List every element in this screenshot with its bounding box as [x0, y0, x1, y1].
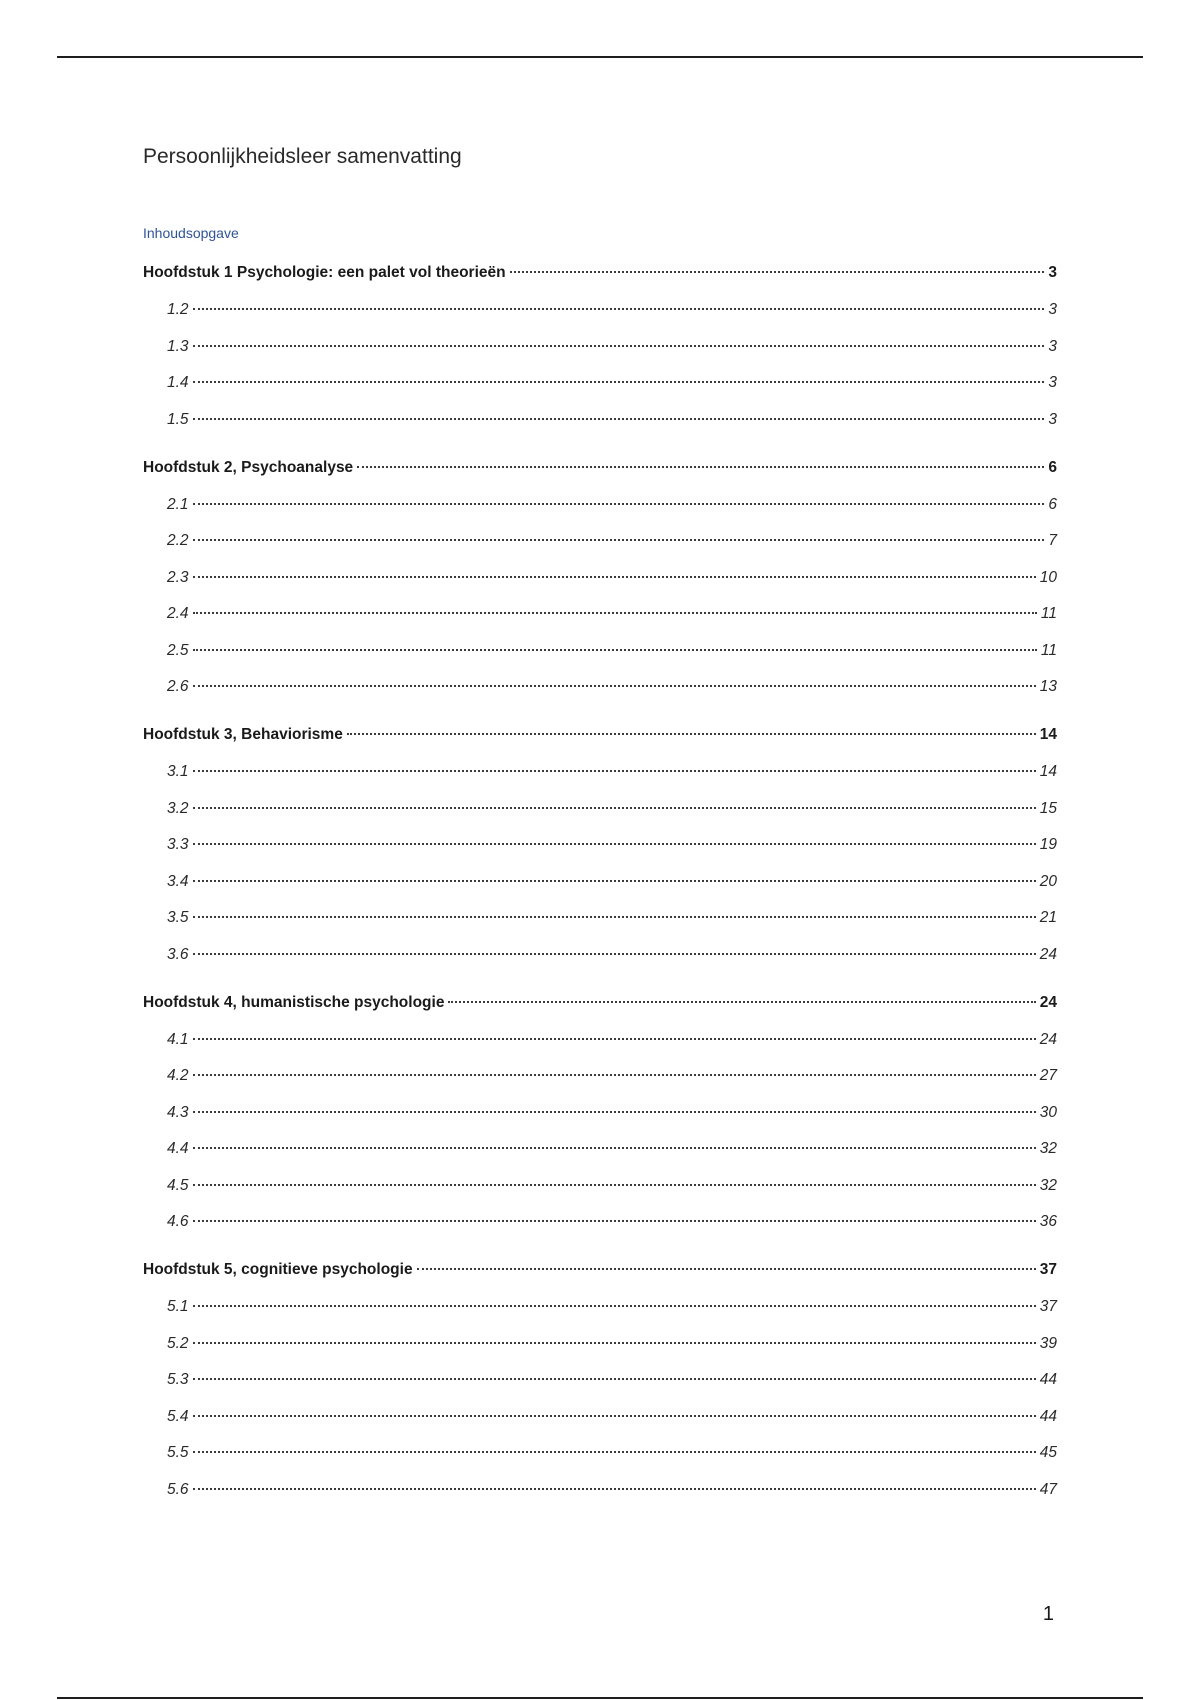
toc-section-page: 47: [1039, 1480, 1057, 1498]
toc-dot-leader: [193, 539, 1045, 541]
toc-section-entry[interactable]: [143, 409, 1057, 431]
toc-dot-leader: [193, 576, 1036, 578]
toc-dot-leader: [193, 1111, 1036, 1113]
toc-dot-leader: [193, 381, 1045, 383]
toc-section-page: 45: [1039, 1444, 1057, 1461]
toc-dot-leader: [193, 807, 1036, 809]
toc-chapter-entry[interactable]: [143, 457, 1057, 479]
toc-section-entry[interactable]: [143, 530, 1057, 552]
toc-dot-leader: [347, 733, 1036, 735]
table-of-contents: [143, 262, 1057, 1515]
toc-section-label: 4.1: [167, 1030, 189, 1048]
toc-section-page: 14: [1039, 763, 1057, 780]
toc-section-label: 5.6: [167, 1480, 189, 1498]
toc-section-label: 3.5: [167, 909, 189, 926]
toc-section-entry[interactable]: [143, 1211, 1057, 1233]
toc-section-page: 24: [1039, 1030, 1057, 1048]
toc-section-entry[interactable]: [143, 1102, 1057, 1124]
toc-section-page: 44: [1039, 1371, 1057, 1388]
toc-chapter-page: 37: [1039, 1261, 1057, 1278]
toc-dot-leader: [193, 1378, 1036, 1380]
toc-section-page: 32: [1039, 1176, 1057, 1194]
toc-chapter-entry[interactable]: [143, 262, 1057, 284]
toc-section-page: 15: [1039, 799, 1057, 817]
toc-section-label: 2.5: [167, 641, 189, 659]
toc-chapter-label: Hoofdstuk 4, humanistische psychologie: [143, 993, 445, 1011]
toc-dot-leader: [193, 843, 1036, 845]
toc-section-entry[interactable]: [143, 1175, 1057, 1197]
toc-section-label: 2.2: [167, 532, 189, 549]
toc-section-page: 21: [1039, 909, 1057, 926]
toc-section-label: 4.4: [167, 1140, 189, 1157]
toc-chapter-entry[interactable]: [143, 992, 1057, 1014]
page-number: 1: [1042, 1603, 1054, 1625]
toc-section-page: 39: [1039, 1334, 1057, 1352]
toc-dot-leader: [510, 271, 1045, 273]
toc-chapter-entry[interactable]: [143, 1259, 1057, 1281]
toc-section-label: 3.4: [167, 872, 189, 890]
toc-section-page: 19: [1039, 836, 1057, 853]
toc-section-page: 7: [1048, 532, 1057, 549]
toc-dot-leader: [193, 1451, 1036, 1453]
toc-dot-leader: [417, 1268, 1036, 1270]
toc-section-page: 44: [1039, 1407, 1057, 1425]
toc-section-entry[interactable]: [143, 1138, 1057, 1160]
toc-section-label: 5.3: [167, 1371, 189, 1388]
toc-dot-leader: [193, 953, 1036, 955]
toc-section-label: 2.1: [167, 495, 189, 513]
toc-dot-leader: [193, 503, 1045, 505]
toc-section-entry[interactable]: [143, 336, 1057, 358]
toc-dot-leader: [193, 418, 1045, 420]
toc-section-page: 3: [1048, 374, 1057, 391]
page-bottom-rule: [57, 1697, 1143, 1699]
toc-chapter-label: Hoofdstuk 1 Psychologie: een palet vol theorieën: [143, 264, 506, 281]
toc-section-label: 4.3: [167, 1103, 189, 1121]
toc-section-label: 1.4: [167, 374, 189, 391]
toc-section-label: 2.4: [167, 605, 189, 622]
toc-section-entry[interactable]: [143, 1296, 1057, 1318]
toc-section-label: 4.6: [167, 1213, 189, 1230]
toc-dot-leader: [193, 345, 1045, 347]
toc-chapter-page: 3: [1048, 264, 1057, 281]
toc-section-label: 5.2: [167, 1334, 189, 1352]
toc-section-page: 30: [1039, 1103, 1057, 1121]
toc-section-page: 11: [1040, 641, 1057, 659]
toc-dot-leader: [193, 1220, 1036, 1222]
toc-section-label: 2.6: [167, 678, 189, 695]
toc-section-page: 36: [1039, 1213, 1057, 1230]
toc-section-page: 37: [1039, 1298, 1057, 1315]
toc-section-label: 2.3: [167, 568, 189, 586]
toc-chapter-label: Hoofdstuk 2, Psychoanalyse: [143, 458, 354, 476]
toc-dot-leader: [193, 1305, 1036, 1307]
toc-section-entry[interactable]: [143, 640, 1057, 662]
toc-section-page: 3: [1048, 301, 1057, 318]
toc-section-entry[interactable]: [143, 871, 1057, 893]
toc-dot-leader: [193, 1038, 1036, 1040]
toc-section-entry[interactable]: [143, 1479, 1057, 1501]
toc-section-entry[interactable]: [143, 1333, 1057, 1355]
toc-dot-leader: [193, 308, 1045, 310]
toc-dot-leader: [193, 1184, 1036, 1186]
toc-dot-leader: [193, 1074, 1036, 1076]
toc-chapter-entry[interactable]: [143, 724, 1057, 746]
toc-section-label: 1.5: [167, 410, 189, 428]
toc-section-entry[interactable]: [143, 1029, 1057, 1051]
toc-section-entry[interactable]: [143, 1369, 1057, 1391]
toc-section-entry[interactable]: [143, 299, 1057, 321]
toc-dot-leader: [193, 649, 1037, 651]
toc-section-label: 1.3: [167, 337, 189, 355]
toc-section-label: 3.3: [167, 836, 189, 853]
toc-chapter-label: Hoofdstuk 5, cognitieve psychologie: [143, 1261, 413, 1278]
toc-dot-leader: [448, 1001, 1035, 1003]
toc-dot-leader: [193, 1488, 1036, 1490]
toc-section-page: 6: [1048, 495, 1057, 513]
toc-section-entry[interactable]: [143, 944, 1057, 966]
toc-section-page: 24: [1039, 945, 1057, 963]
page-top-rule: [57, 56, 1143, 58]
toc-section-label: 5.4: [167, 1407, 189, 1425]
toc-section-label: 4.2: [167, 1067, 189, 1084]
toc-section-entry[interactable]: [143, 907, 1057, 929]
toc-section-entry[interactable]: [143, 798, 1057, 820]
toc-section-label: 3.2: [167, 799, 189, 817]
toc-section-page: 13: [1039, 678, 1057, 695]
toc-dot-leader: [193, 880, 1036, 882]
toc-section-page: 27: [1039, 1067, 1057, 1084]
toc-section-entry[interactable]: [143, 761, 1057, 783]
toc-section-label: 3.6: [167, 945, 189, 963]
toc-section-entry[interactable]: [143, 1406, 1057, 1428]
toc-chapter-page: 24: [1039, 993, 1057, 1011]
toc-section-page: 3: [1048, 410, 1057, 428]
toc-section-entry[interactable]: [143, 834, 1057, 856]
toc-section-page: 3: [1048, 337, 1057, 355]
toc-section-page: 11: [1040, 605, 1057, 622]
toc-section-entry[interactable]: [143, 494, 1057, 516]
toc-dot-leader: [193, 685, 1036, 687]
toc-chapter-label: Hoofdstuk 3, Behaviorisme: [143, 726, 343, 743]
toc-section-page: 10: [1039, 568, 1057, 586]
toc-section-page: 32: [1039, 1140, 1057, 1157]
toc-dot-leader: [193, 1147, 1036, 1149]
toc-section-label: 3.1: [167, 763, 189, 780]
toc-dot-leader: [193, 916, 1036, 918]
toc-section-label: 5.1: [167, 1298, 189, 1315]
document-title: Persoonlijkheidsleer samenvatting: [143, 145, 462, 168]
toc-dot-leader: [357, 466, 1044, 468]
toc-section-label: 4.5: [167, 1176, 189, 1194]
toc-section-label: 1.2: [167, 301, 189, 318]
toc-section-entry[interactable]: [143, 603, 1057, 625]
toc-section-entry[interactable]: [143, 372, 1057, 394]
toc-section-label: 5.5: [167, 1444, 189, 1461]
toc-dot-leader: [193, 770, 1036, 772]
toc-dot-leader: [193, 612, 1037, 614]
toc-chapter-page: 6: [1048, 458, 1057, 476]
toc-chapter-page: 14: [1039, 726, 1057, 743]
toc-dot-leader: [193, 1415, 1036, 1417]
toc-section-page: 20: [1039, 872, 1057, 890]
toc-section-entry[interactable]: [143, 567, 1057, 589]
toc-section-entry[interactable]: [143, 1065, 1057, 1087]
toc-section-entry[interactable]: [143, 676, 1057, 698]
toc-heading: Inhoudsopgave: [143, 225, 239, 241]
toc-section-entry[interactable]: [143, 1442, 1057, 1464]
toc-dot-leader: [193, 1342, 1036, 1344]
